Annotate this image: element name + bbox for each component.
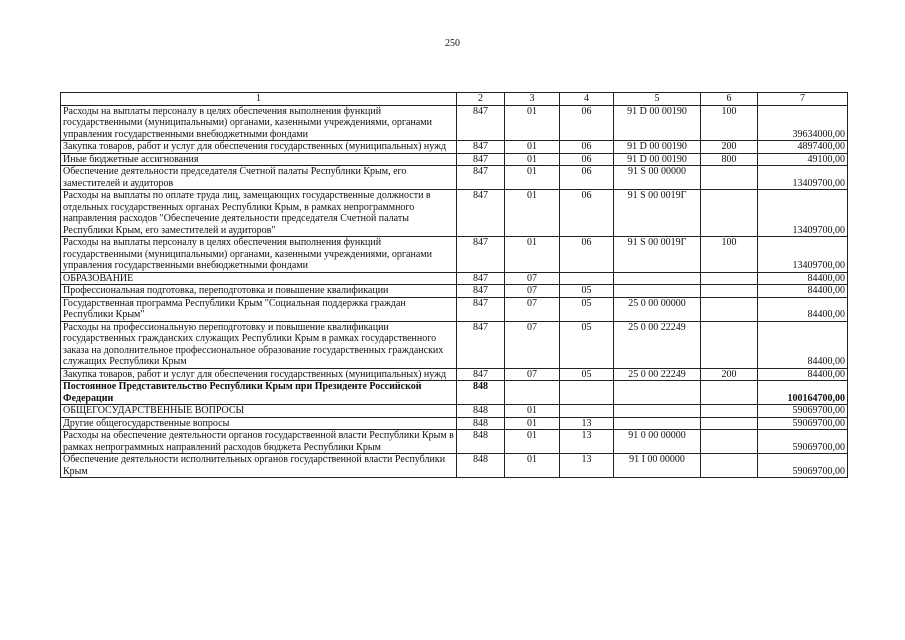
column-header: 7 bbox=[758, 93, 848, 106]
code-cell: 848 bbox=[457, 417, 505, 430]
item-name-cell: Закупка товаров, работ и услуг для обеспечения государственных (муниципальных) нужд bbox=[61, 141, 457, 154]
subsection-cell: 06 bbox=[560, 166, 614, 190]
section-cell: 07 bbox=[505, 297, 560, 321]
code-cell: 848 bbox=[457, 430, 505, 454]
amount-cell: 59069700,00 bbox=[758, 454, 848, 478]
column-header-row bbox=[61, 93, 848, 106]
code-cell: 847 bbox=[457, 368, 505, 381]
section-cell: 01 bbox=[505, 166, 560, 190]
subsection-cell: 05 bbox=[560, 285, 614, 298]
code-cell: 847 bbox=[457, 166, 505, 190]
table-row bbox=[61, 321, 848, 368]
subsection-cell bbox=[560, 405, 614, 418]
code-cell: 848 bbox=[457, 381, 505, 405]
budget-table bbox=[60, 92, 848, 478]
amount-cell: 39634000,00 bbox=[758, 105, 848, 141]
expense-type-cell bbox=[701, 285, 758, 298]
code-cell: 847 bbox=[457, 297, 505, 321]
target-article-cell bbox=[614, 405, 701, 418]
code-cell: 847 bbox=[457, 105, 505, 141]
expense-type-cell bbox=[701, 190, 758, 237]
table-row bbox=[61, 430, 848, 454]
subsection-cell: 13 bbox=[560, 454, 614, 478]
subsection-cell: 06 bbox=[560, 237, 614, 273]
subsection-cell: 06 bbox=[560, 153, 614, 166]
item-name-cell: ОБРАЗОВАНИЕ bbox=[61, 272, 457, 285]
section-cell: 01 bbox=[505, 141, 560, 154]
target-article-cell: 91 D 00 00190 bbox=[614, 105, 701, 141]
table-row bbox=[61, 141, 848, 154]
subsection-cell bbox=[560, 272, 614, 285]
item-name-cell: ОБЩЕГОСУДАРСТВЕННЫЕ ВОПРОСЫ bbox=[61, 405, 457, 418]
target-article-cell: 91 D 00 00190 bbox=[614, 141, 701, 154]
expense-type-cell bbox=[701, 405, 758, 418]
amount-cell: 59069700,00 bbox=[758, 430, 848, 454]
code-cell: 847 bbox=[457, 237, 505, 273]
table-body bbox=[61, 93, 848, 478]
column-header: 2 bbox=[457, 93, 505, 106]
amount-cell: 84400,00 bbox=[758, 272, 848, 285]
expense-type-cell: 200 bbox=[701, 368, 758, 381]
subsection-cell: 13 bbox=[560, 417, 614, 430]
section-cell: 01 bbox=[505, 153, 560, 166]
expense-type-cell bbox=[701, 430, 758, 454]
section-cell bbox=[505, 381, 560, 405]
amount-cell: 13409700,00 bbox=[758, 166, 848, 190]
section-cell: 01 bbox=[505, 430, 560, 454]
table-row bbox=[61, 237, 848, 273]
code-cell: 847 bbox=[457, 190, 505, 237]
table-row bbox=[61, 285, 848, 298]
table-row bbox=[61, 105, 848, 141]
target-article-cell: 91 S 00 0019Г bbox=[614, 190, 701, 237]
expense-type-cell bbox=[701, 272, 758, 285]
item-name-cell: Профессиональная подготовка, переподготовка и повышение квалификации bbox=[61, 285, 457, 298]
table-row bbox=[61, 153, 848, 166]
subsection-cell: 05 bbox=[560, 368, 614, 381]
item-name-cell: Расходы на выплаты персоналу в целях обеспечения выполнения функций государственными (муниципальными) органами, казенными учреждениями, органами управления государственными внебюджетными фондами bbox=[61, 237, 457, 273]
target-article-cell: 91 S 00 00000 bbox=[614, 166, 701, 190]
expense-type-cell bbox=[701, 417, 758, 430]
target-article-cell: 25 0 00 22249 bbox=[614, 368, 701, 381]
item-name-cell: Расходы на выплаты по оплате труда лиц, замещающих государственные должности в отдельных государственных органах Республики Крым, в рамках непрограммного направления расходов "Обеспечение деятельности председателя Счетной палаты Республики Крым, его заместителей и аудиторов" bbox=[61, 190, 457, 237]
section-cell: 01 bbox=[505, 105, 560, 141]
page-number: 250 bbox=[445, 38, 460, 49]
amount-cell: 49100,00 bbox=[758, 153, 848, 166]
table-row bbox=[61, 190, 848, 237]
amount-cell: 4897400,00 bbox=[758, 141, 848, 154]
subsection-cell: 06 bbox=[560, 141, 614, 154]
column-header: 3 bbox=[505, 93, 560, 106]
item-name-cell: Постоянное Представительство Республики Крым при Президенте Российской Федерации bbox=[61, 381, 457, 405]
column-header: 1 bbox=[61, 93, 457, 106]
target-article-cell: 25 0 00 00000 bbox=[614, 297, 701, 321]
amount-cell: 100164700,00 bbox=[758, 381, 848, 405]
section-cell: 07 bbox=[505, 368, 560, 381]
item-name-cell: Государственная программа Республики Крым "Социальная поддержка граждан Республики Крым" bbox=[61, 297, 457, 321]
expense-type-cell bbox=[701, 381, 758, 405]
target-article-cell bbox=[614, 381, 701, 405]
amount-cell: 13409700,00 bbox=[758, 237, 848, 273]
column-header: 6 bbox=[701, 93, 758, 106]
amount-cell: 59069700,00 bbox=[758, 405, 848, 418]
subsection-cell: 13 bbox=[560, 430, 614, 454]
target-article-cell bbox=[614, 417, 701, 430]
table-row bbox=[61, 454, 848, 478]
column-header: 4 bbox=[560, 93, 614, 106]
amount-cell: 59069700,00 bbox=[758, 417, 848, 430]
section-cell: 01 bbox=[505, 417, 560, 430]
column-header: 5 bbox=[614, 93, 701, 106]
table-row bbox=[61, 405, 848, 418]
subsection-cell: 05 bbox=[560, 321, 614, 368]
target-article-cell: 25 0 00 22249 bbox=[614, 321, 701, 368]
amount-cell: 84400,00 bbox=[758, 321, 848, 368]
code-cell: 847 bbox=[457, 153, 505, 166]
item-name-cell: Закупка товаров, работ и услуг для обеспечения государственных (муниципальных) нужд bbox=[61, 368, 457, 381]
expense-type-cell: 800 bbox=[701, 153, 758, 166]
amount-cell: 84400,00 bbox=[758, 285, 848, 298]
table-row bbox=[61, 417, 848, 430]
section-cell: 01 bbox=[505, 405, 560, 418]
target-article-cell: 91 S 00 0019Г bbox=[614, 237, 701, 273]
section-cell: 07 bbox=[505, 321, 560, 368]
expense-type-cell bbox=[701, 297, 758, 321]
target-article-cell: 91 I 00 00000 bbox=[614, 454, 701, 478]
table-row bbox=[61, 166, 848, 190]
table-row bbox=[61, 381, 848, 405]
table-row bbox=[61, 297, 848, 321]
expense-type-cell: 100 bbox=[701, 105, 758, 141]
section-cell: 01 bbox=[505, 190, 560, 237]
item-name-cell: Расходы на профессиональную переподготовку и повышение квалификации государственных гражданских служащих Республики Крым в рамках государственного заказа на дополнительное профессиональное образование государственных гражданских служащих Республики Крым bbox=[61, 321, 457, 368]
subsection-cell: 06 bbox=[560, 105, 614, 141]
target-article-cell bbox=[614, 272, 701, 285]
code-cell: 847 bbox=[457, 141, 505, 154]
amount-cell: 84400,00 bbox=[758, 297, 848, 321]
section-cell: 01 bbox=[505, 454, 560, 478]
code-cell: 847 bbox=[457, 285, 505, 298]
target-article-cell bbox=[614, 285, 701, 298]
amount-cell: 13409700,00 bbox=[758, 190, 848, 237]
item-name-cell: Обеспечение деятельности исполнительных органов государственной власти Республики Крым bbox=[61, 454, 457, 478]
target-article-cell: 91 0 00 00000 bbox=[614, 430, 701, 454]
subsection-cell bbox=[560, 381, 614, 405]
expense-type-cell bbox=[701, 166, 758, 190]
table-row bbox=[61, 368, 848, 381]
section-cell: 07 bbox=[505, 285, 560, 298]
expense-type-cell: 100 bbox=[701, 237, 758, 273]
code-cell: 848 bbox=[457, 454, 505, 478]
code-cell: 847 bbox=[457, 321, 505, 368]
table-row bbox=[61, 272, 848, 285]
item-name-cell: Расходы на обеспечение деятельности органов государственной власти Республики Крым в рамках непрограммных направлений расходов бюджета Республики Крым bbox=[61, 430, 457, 454]
code-cell: 847 bbox=[457, 272, 505, 285]
subsection-cell: 06 bbox=[560, 190, 614, 237]
expense-type-cell bbox=[701, 454, 758, 478]
expense-type-cell: 200 bbox=[701, 141, 758, 154]
item-name-cell: Другие общегосударственные вопросы bbox=[61, 417, 457, 430]
expense-type-cell bbox=[701, 321, 758, 368]
code-cell: 848 bbox=[457, 405, 505, 418]
subsection-cell: 05 bbox=[560, 297, 614, 321]
target-article-cell: 91 D 00 00190 bbox=[614, 153, 701, 166]
item-name-cell: Обеспечение деятельности председателя Счетной палаты Республики Крым, его заместителей и аудиторов bbox=[61, 166, 457, 190]
section-cell: 07 bbox=[505, 272, 560, 285]
item-name-cell: Расходы на выплаты персоналу в целях обеспечения выполнения функций государственными (муниципальными) органами, казенными учреждениями, органами управления государственными внебюджетными фондами bbox=[61, 105, 457, 141]
amount-cell: 84400,00 bbox=[758, 368, 848, 381]
section-cell: 01 bbox=[505, 237, 560, 273]
item-name-cell: Иные бюджетные ассигнования bbox=[61, 153, 457, 166]
